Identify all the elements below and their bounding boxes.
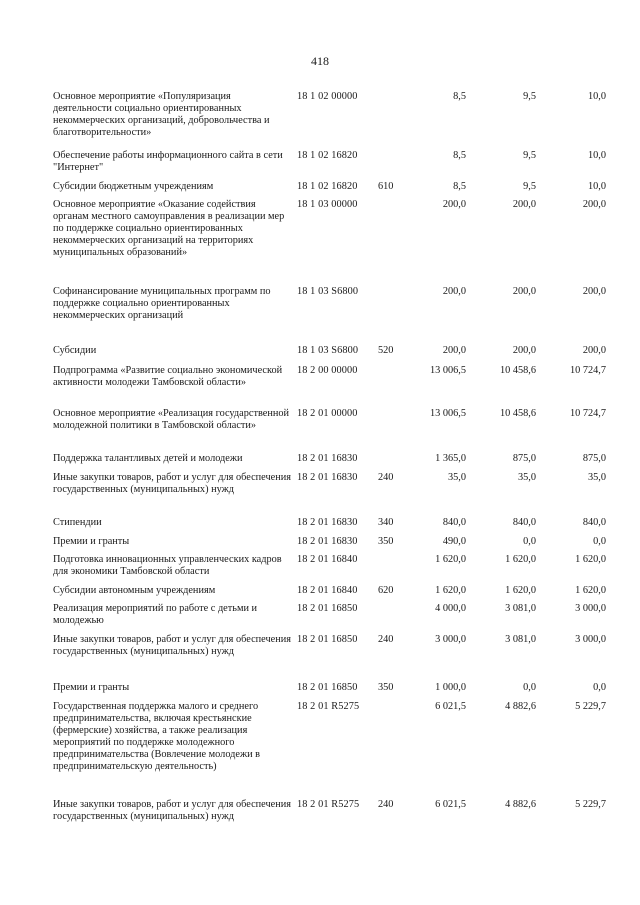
row-value-2: 1 620,0 [505, 585, 536, 596]
row-value-2: 0,0 [523, 682, 536, 693]
row-code: 18 2 01 16830 [297, 536, 358, 547]
row-vr: 240 [378, 472, 394, 483]
row-name: Субсидии бюджетным учреждениям [53, 181, 214, 192]
row-value-2: 840,0 [512, 517, 536, 528]
row-value-1: 200,0 [442, 199, 466, 210]
row-value-3: 200,0 [582, 345, 606, 356]
page-number: 418 [311, 54, 329, 68]
row-code: 18 1 02 16820 [297, 181, 358, 192]
row-value-2: 9,5 [523, 181, 536, 192]
row-code: 18 1 03 S6800 [297, 345, 359, 356]
row-value-1: 200,0 [442, 286, 466, 297]
row-value-3: 1 620,0 [575, 585, 606, 596]
row-name: Премии и гранты [53, 682, 130, 693]
row-value-3: 1 620,0 [575, 554, 606, 565]
row-value-3: 840,0 [582, 517, 606, 528]
row-value-2: 4 882,6 [505, 799, 536, 810]
row-value-3: 5 229,7 [575, 701, 606, 712]
row-name: Реализация мероприятий по работе с детьми и молодежью [53, 603, 258, 626]
row-value-1: 13 006,5 [429, 365, 466, 376]
row-value-2: 1 620,0 [505, 554, 536, 565]
row-value-2: 200,0 [512, 199, 536, 210]
row-name: Субсидии автономным учреждениям [53, 585, 216, 596]
row-value-3: 10,0 [587, 181, 606, 192]
row-vr: 340 [378, 517, 394, 528]
row-vr: 240 [378, 799, 394, 810]
row-code: 18 1 02 16820 [297, 150, 358, 161]
row-value-3: 200,0 [582, 286, 606, 297]
row-code: 18 2 01 16830 [297, 472, 358, 483]
row-value-2: 200,0 [512, 286, 536, 297]
row-code: 18 2 01 R5275 [297, 799, 360, 810]
row-code: 18 2 01 00000 [297, 408, 358, 419]
row-value-1: 1 620,0 [435, 554, 466, 565]
row-value-2: 0,0 [523, 536, 536, 547]
row-value-1: 200,0 [442, 345, 466, 356]
row-value-1: 4 000,0 [435, 603, 466, 614]
row-name: Основное мероприятие «Реализация государственной молодежной политики в Тамбовской области» [53, 408, 289, 431]
row-value-1: 1 620,0 [435, 585, 466, 596]
row-value-3: 5 229,7 [575, 799, 606, 810]
row-code: 18 2 01 16830 [297, 517, 358, 528]
row-value-2: 3 081,0 [505, 603, 536, 614]
row-vr: 520 [378, 345, 394, 356]
row-value-2: 200,0 [512, 345, 536, 356]
row-value-2: 35,0 [517, 472, 536, 483]
row-code: 18 1 03 00000 [297, 199, 358, 210]
row-value-1: 1 000,0 [435, 682, 466, 693]
row-value-3: 0,0 [593, 536, 606, 547]
row-code: 18 1 02 00000 [297, 91, 358, 102]
row-value-1: 6 021,5 [435, 701, 466, 712]
row-value-2: 4 882,6 [505, 701, 536, 712]
row-name: Иные закупки товаров, работ и услуг для обеспечения государственных (муниципальных) нужд [53, 634, 291, 657]
row-code: 18 2 01 16840 [297, 554, 358, 565]
row-value-1: 3 000,0 [435, 634, 466, 645]
row-value-1: 6 021,5 [435, 799, 466, 810]
row-value-1: 35,0 [447, 472, 466, 483]
row-name: Основное мероприятие «Популяризация деятельности социально ориентированных некоммерческих организаций, добровольчества и благотворительности» [53, 91, 270, 138]
row-value-1: 840,0 [442, 517, 466, 528]
row-value-2: 9,5 [523, 91, 536, 102]
row-code: 18 1 03 S6800 [297, 286, 359, 297]
row-name: Поддержка талантливых детей и молодежи [53, 453, 243, 464]
row-value-3: 3 000,0 [575, 634, 606, 645]
row-value-2: 9,5 [523, 150, 536, 161]
row-name: Субсидии [53, 345, 97, 356]
row-name: Основное мероприятие «Оказание содействия органам местного самоуправления в реализации мер по поддержке социально ориентированных некоммерческих организаций на территориях муниципальных образований» [53, 199, 285, 258]
row-vr: 350 [378, 536, 394, 547]
row-code: 18 2 00 00000 [297, 365, 358, 376]
row-code: 18 2 01 16850 [297, 682, 358, 693]
row-name: Софинансирование муниципальных программ по поддержке социально ориентированных некоммерческих организаций [53, 286, 271, 321]
row-value-3: 875,0 [582, 453, 606, 464]
row-value-1: 490,0 [442, 536, 466, 547]
row-value-3: 10,0 [587, 91, 606, 102]
row-name: Премии и гранты [53, 536, 130, 547]
row-vr: 610 [378, 181, 394, 192]
row-name: Обеспечение работы информационного сайта в сети "Интернет" [53, 150, 283, 173]
row-name: Стипендии [53, 517, 102, 528]
row-vr: 240 [378, 634, 394, 645]
row-value-1: 8,5 [453, 150, 466, 161]
row-value-2: 10 458,6 [499, 408, 536, 419]
row-value-2: 3 081,0 [505, 634, 536, 645]
row-value-3: 3 000,0 [575, 603, 606, 614]
row-code: 18 2 01 R5275 [297, 701, 360, 712]
row-value-3: 10 724,7 [569, 408, 606, 419]
row-value-2: 875,0 [512, 453, 536, 464]
row-value-1: 8,5 [453, 91, 466, 102]
row-vr: 620 [378, 585, 394, 596]
row-value-3: 0,0 [593, 682, 606, 693]
row-name: Иные закупки товаров, работ и услуг для обеспечения государственных (муниципальных) нужд [53, 472, 291, 495]
row-value-3: 35,0 [587, 472, 606, 483]
row-value-1: 8,5 [453, 181, 466, 192]
row-name: Подпрограмма «Развитие социально экономической активности молодежи Тамбовской области» [53, 365, 283, 388]
row-vr: 350 [378, 682, 394, 693]
row-code: 18 2 01 16850 [297, 634, 358, 645]
row-value-1: 1 365,0 [435, 453, 466, 464]
row-value-1: 13 006,5 [429, 408, 466, 419]
row-value-3: 10,0 [587, 150, 606, 161]
row-code: 18 2 01 16850 [297, 603, 358, 614]
row-value-3: 200,0 [582, 199, 606, 210]
row-value-3: 10 724,7 [569, 365, 606, 376]
row-code: 18 2 01 16840 [297, 585, 358, 596]
row-value-2: 10 458,6 [499, 365, 536, 376]
row-name: Подготовка инновационных управленческих кадров для экономики Тамбовской области [53, 554, 282, 577]
row-name: Иные закупки товаров, работ и услуг для обеспечения государственных (муниципальных) нужд [53, 799, 291, 822]
row-code: 18 2 01 16830 [297, 453, 358, 464]
row-name: Государственная поддержка малого и среднего предпринимательства, включая крестьянские (фермерские) хозяйства, а также реализация мероприятий по поддержке молодежного предпринимательства (Вовлечение молодежи в предпринимательскую деятельность) [53, 701, 261, 772]
